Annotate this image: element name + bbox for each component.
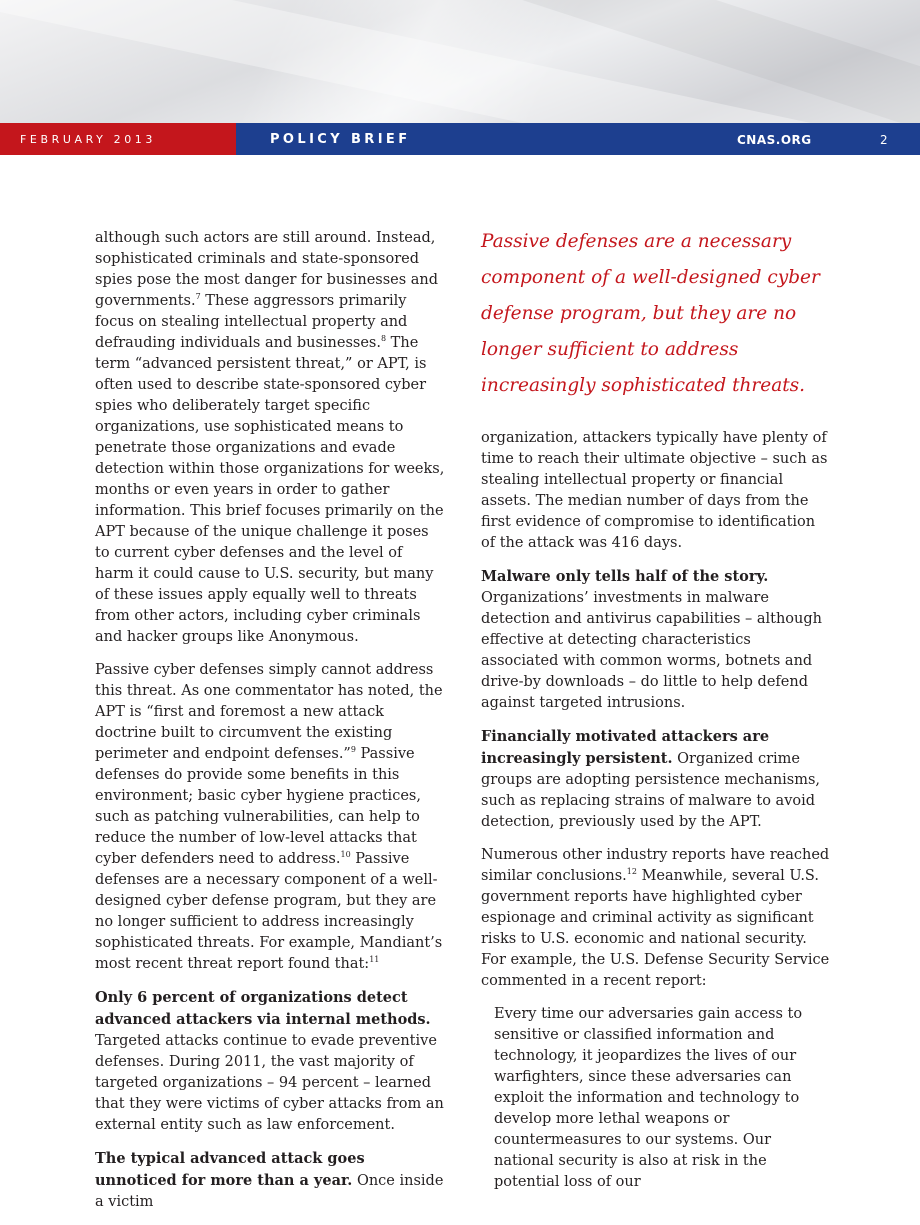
publication-type: POLICY BRIEF <box>270 132 411 147</box>
paragraph: The typical advanced attack goes unnoticed for more than a year. Once inside a victim <box>95 1150 444 1210</box>
block-quote: Every time our adversaries gain access to sensitive or classified information and technology, it jeopardizes the lives of our warfighters, since these adversaries can exploit the information and technology to develop more lethal weapons or countermeasures to our systems. Our national security is also at risk in the potential loss of our <box>494 1006 803 1190</box>
finding-heading: The typical advanced attack goes unnoticed for more than a year. <box>95 1150 365 1189</box>
header-photo-banner <box>0 0 920 123</box>
paragraph: Malware only tells half of the story. Organizations’ investments in malware detection and antivirus capabilities – although effective at detecting characteristics associated with common worms, botnets and drive-by downloads – do little to help defend against targeted intrusions. <box>481 568 822 711</box>
paragraph: Only 6 percent of organizations detect advanced attackers via internal methods. Targeted attacks continue to evade preventive defenses. During 2011, the vast majority of targeted organizations – 94 percent – learned that they were victims of cyber attacks from an external entity such as law enforcement. <box>95 989 444 1133</box>
page-number: 2 <box>880 133 888 147</box>
footnote-ref[interactable]: 9 <box>350 745 356 754</box>
footnote-ref[interactable]: 11 <box>369 955 380 964</box>
paragraph: although such actors are still around. Instead, sophisticated criminals and state-sponsored spies pose the most danger for businesses and governments.$^7$ These aggressors primarily focus on stealing intellectual property and defrauding individuals and businesses.$^8$ The term “advanced persistent threat,” or APT, is often used to describe state-sponsored cyber spies who deliberately target specific organizations, use sophisticated means to penetrate those organizations and evade detection within those organizations for weeks, months or even years in order to gather information. This brief focuses primarily on the APT because of the unique challenge it poses to current cyber defenses and the level of harm it could cause to U.S. security, but many of these issues apply equally well to threats from other actors, including cyber criminals and hacker groups like Anonymous. <box>95 230 445 645</box>
pull-quote: Passive defenses are a necessary component of a well-designed cyber defense program, but they are no longer sufficient to address increasingly sophisticated threats. <box>481 231 820 396</box>
footnote-ref[interactable]: 12 <box>626 867 637 876</box>
finding-heading: Only 6 percent of organizations detect advanced attackers via internal methods. <box>95 989 431 1028</box>
footnote-ref[interactable]: 7 <box>195 292 201 301</box>
site-link[interactable]: CNAS.ORG <box>737 133 812 147</box>
finding-heading: Malware only tells half of the story. <box>481 568 769 585</box>
finding-heading: Financially motivated attackers are increasingly persistent. <box>481 728 770 767</box>
paragraph: organization, attackers typically have plenty of time to reach their ultimate objective – such as stealing intellectual property or financial assets. The median number of days from the first evidence of compromise to identification of the attack was 416 days. <box>481 430 828 551</box>
paragraph: Passive cyber defenses simply cannot address this threat. As one commentator has noted, the APT is “first and foremost a new attack doctrine built to circumvent the existing perimeter and endpoint defenses.”$^9$ Passive defenses do provide some benefits in this environment; basic cyber hygiene practices, such as patching vulnerabilities, can help to reduce the number of low-level attacks that cyber defenders need to address.$^{10}$ Passive defenses are a necessary component of a well-designed cyber defense program, but they are no longer sufficient to address increasingly sophisticated threats. For example, Mandiant’s most recent threat report found that:$^{11}$ <box>95 662 443 972</box>
right-column <box>481 428 831 1205</box>
paragraph: Numerous other industry reports have reached similar conclusions.$^{12}$ Meanwhile, several U.S. government reports have highlighted cyber espionage and criminal activity as significant risks to U.S. economic and national security. For example, the U.S. Defense Security Service commented in a recent report: <box>481 847 830 989</box>
left-column <box>95 228 445 1225</box>
issue-date: FEBRUARY 2013 <box>20 133 156 146</box>
footnote-ref[interactable]: 10 <box>340 850 351 859</box>
paragraph: Financially motivated attackers are increasingly persistent. Organized crime groups are adopting persistence mechanisms, such as replacing strains of malware to avoid detection, previously used by the APT. <box>481 728 821 830</box>
footnote-ref[interactable]: 8 <box>380 334 387 343</box>
